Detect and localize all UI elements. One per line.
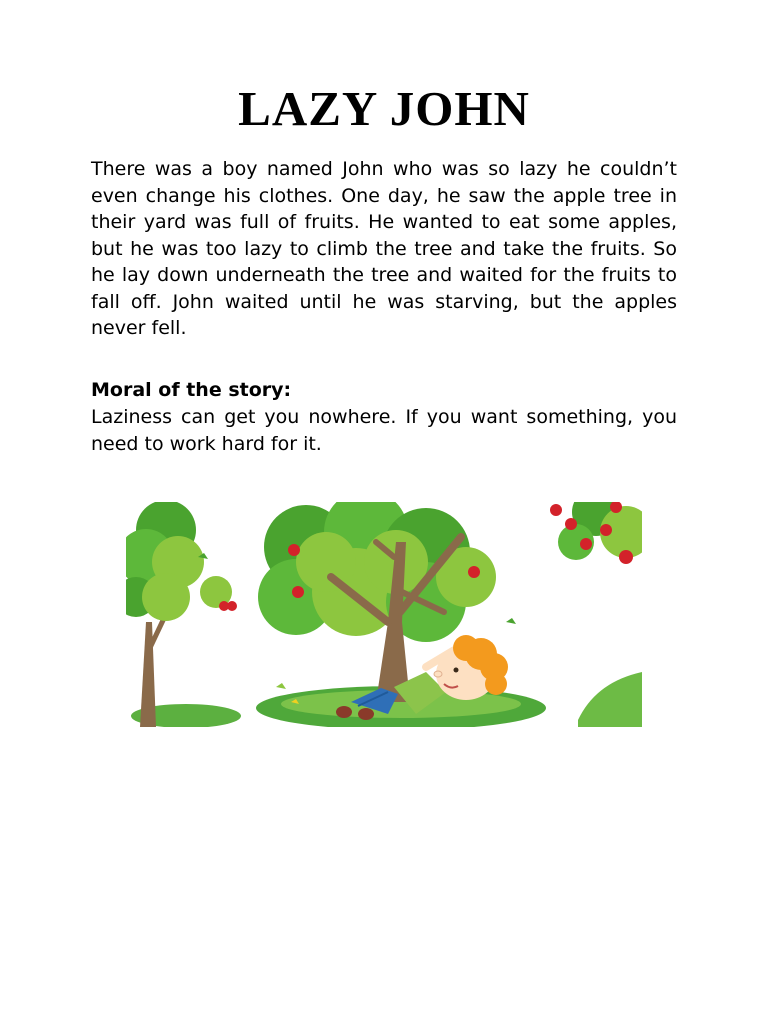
story-title: LAZY JOHN xyxy=(238,81,530,136)
story-paragraph: There was a boy named John who was so lazy he couldn’t even change his clothes. One day, he saw the apple tree in their yard was full of fruits. He wanted to eat some apples, but he was too lazy to climb the tree and take the fruits. So he lay down underneath the tree and waited for the fruits to fall off. John waited until he was starving, but the apples never fell. xyxy=(91,158,677,339)
boy-under-apple-tree-illustration xyxy=(126,502,642,727)
moral-heading: Moral of the story: xyxy=(91,379,292,401)
boy-under-apple-tree-icon xyxy=(126,502,642,727)
moral-text: Laziness can get you nowhere. If you want something, you need to work hard for it. xyxy=(91,406,677,455)
